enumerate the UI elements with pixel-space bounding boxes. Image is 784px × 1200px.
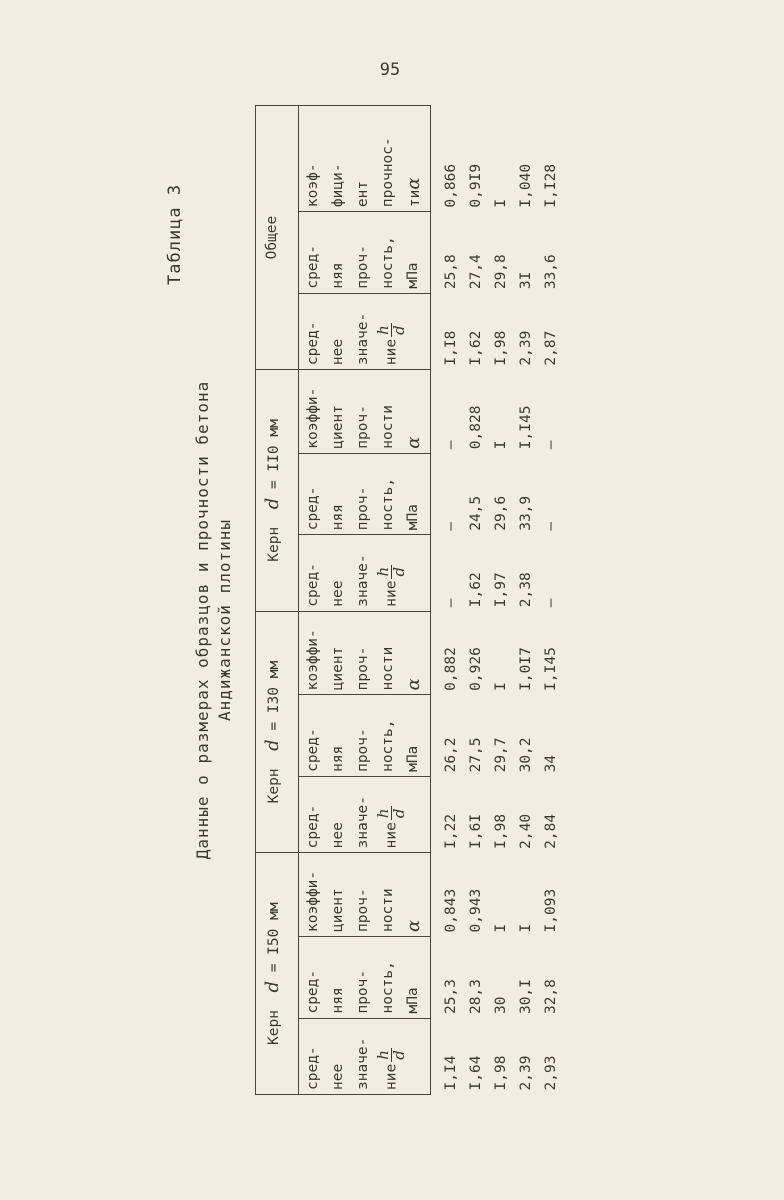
table-cell: 2,38 (518, 572, 534, 608)
table-cell: I,97 (493, 572, 509, 608)
table-cell: 27,5 (468, 737, 484, 773)
table-cell: 24,5 (468, 495, 484, 531)
subheader-coefficient: коэффи- циент проч- ности α (299, 370, 431, 454)
table-cell: 2,40 (518, 813, 534, 849)
table-cell: 34 (543, 754, 559, 773)
table-cell: 2,93 (543, 1055, 559, 1091)
group-header-core-130: Керн d = I30 мм (256, 611, 299, 853)
table-cell: I,64 (468, 1055, 484, 1091)
group-header-core-110: Керн d = II0 мм (256, 370, 299, 612)
table-cell: 0,9I9 (468, 163, 484, 208)
table-caption-line-1: Данные о размерах образцов и прочности бетона (193, 380, 212, 860)
table-cell: – (443, 598, 459, 608)
table-cell: 2,87 (543, 330, 559, 366)
subheader-coefficient: коэффи- циент проч- ности α (299, 853, 431, 937)
rotated-table-page (155, 105, 615, 1135)
table-cell: 3I (518, 271, 534, 290)
table-cell: I,0I7 (518, 647, 534, 691)
group-header-row (256, 106, 299, 1095)
table-row (431, 106, 465, 1095)
table-cell: 0,866 (443, 163, 459, 208)
table-cell: – (543, 522, 559, 531)
group-header-overall: Общее (256, 106, 299, 370)
table-cell: I,98 (493, 813, 509, 849)
subheader-ratio: сред- нее значе- ние h d (299, 535, 431, 611)
table-cell: I,I45 (543, 647, 559, 691)
table-cell: 25,3 (443, 979, 459, 1015)
table-cell: I,093 (543, 888, 559, 933)
table-row (489, 106, 514, 1095)
table-cell: 25,8 (443, 254, 459, 290)
table-cell: I (493, 682, 509, 691)
table-cell: I,I8 (443, 330, 459, 366)
table-row (464, 106, 489, 1095)
table-cell: I,22 (443, 813, 459, 849)
table-cell: 29,6 (493, 495, 509, 531)
subheader-coefficient-overall: коэф- фици- ент прочнос- тиα (299, 106, 431, 212)
table-cell: 0,943 (468, 888, 484, 933)
table-cell: 2,39 (518, 1055, 534, 1091)
table-cell: – (543, 598, 559, 608)
table-cell: I (493, 198, 509, 208)
table-caption-line-2: Андижанской плотины (215, 518, 234, 722)
subheader-ratio: сред- нее значе- ние h d (299, 1018, 431, 1094)
table-cell: 0,828 (468, 405, 484, 450)
table-cell: – (543, 440, 559, 450)
table-cell: 30,2 (518, 737, 534, 773)
table-cell: 0,843 (443, 888, 459, 933)
table-cell: I,I4 (443, 1055, 459, 1091)
concrete-strength-table (255, 105, 564, 1095)
table-cell: 29,8 (493, 254, 509, 290)
subheader-ratio: сред- нее значе- ние h d (299, 776, 431, 852)
table-cell: 2,84 (543, 813, 559, 849)
table-cell: 30 (493, 996, 509, 1015)
table-cell: I (493, 923, 509, 933)
table-row (539, 106, 564, 1095)
table-cell: 33,9 (518, 495, 534, 531)
table-cell: 0,882 (443, 647, 459, 691)
table-cell: I,98 (493, 330, 509, 366)
page-number: 95 (379, 60, 401, 80)
table-cell: 2,39 (518, 330, 534, 366)
table-cell: – (443, 522, 459, 531)
table-cell: 32,8 (543, 979, 559, 1015)
subheader-strength: сред- няя проч- ность, мПа (299, 936, 431, 1018)
table-body (431, 106, 565, 1095)
table-cell: I,98 (493, 1055, 509, 1091)
table-cell: I,6I (468, 813, 484, 849)
subheader-ratio: сред- нее значе- ние h d (299, 293, 431, 369)
table-cell: 33,6 (543, 254, 559, 290)
subheader-coefficient: коэффи- циент проч- ности α (299, 611, 431, 695)
table-cell: – (443, 440, 459, 450)
table-cell: I,040 (518, 163, 534, 208)
table-cell: I,62 (468, 572, 484, 608)
table-cell: I (493, 440, 509, 450)
table-cell: 26,2 (443, 737, 459, 773)
table-cell: 0,926 (468, 647, 484, 691)
table-cell: 28,3 (468, 979, 484, 1015)
subheader-strength: сред- няя проч- ность, мПа (299, 695, 431, 777)
table-row (514, 106, 539, 1095)
subheader-strength: сред- няя проч- ность, мПа (299, 212, 431, 294)
table-label: Таблица 3 (165, 183, 185, 285)
table-cell: I,I45 (518, 405, 534, 450)
table-cell: 27,4 (468, 254, 484, 290)
table-cell: I (518, 923, 534, 933)
table-cell: 29,7 (493, 737, 509, 773)
subheader-strength: сред- няя проч- ность, мПа (299, 453, 431, 535)
group-header-core-150: Керн d = I50 мм (256, 853, 299, 1095)
table-cell: I,62 (468, 330, 484, 366)
table-cell: 30,I (518, 979, 534, 1015)
table-cell: I,I28 (543, 163, 559, 208)
subheader-row (299, 106, 431, 1095)
